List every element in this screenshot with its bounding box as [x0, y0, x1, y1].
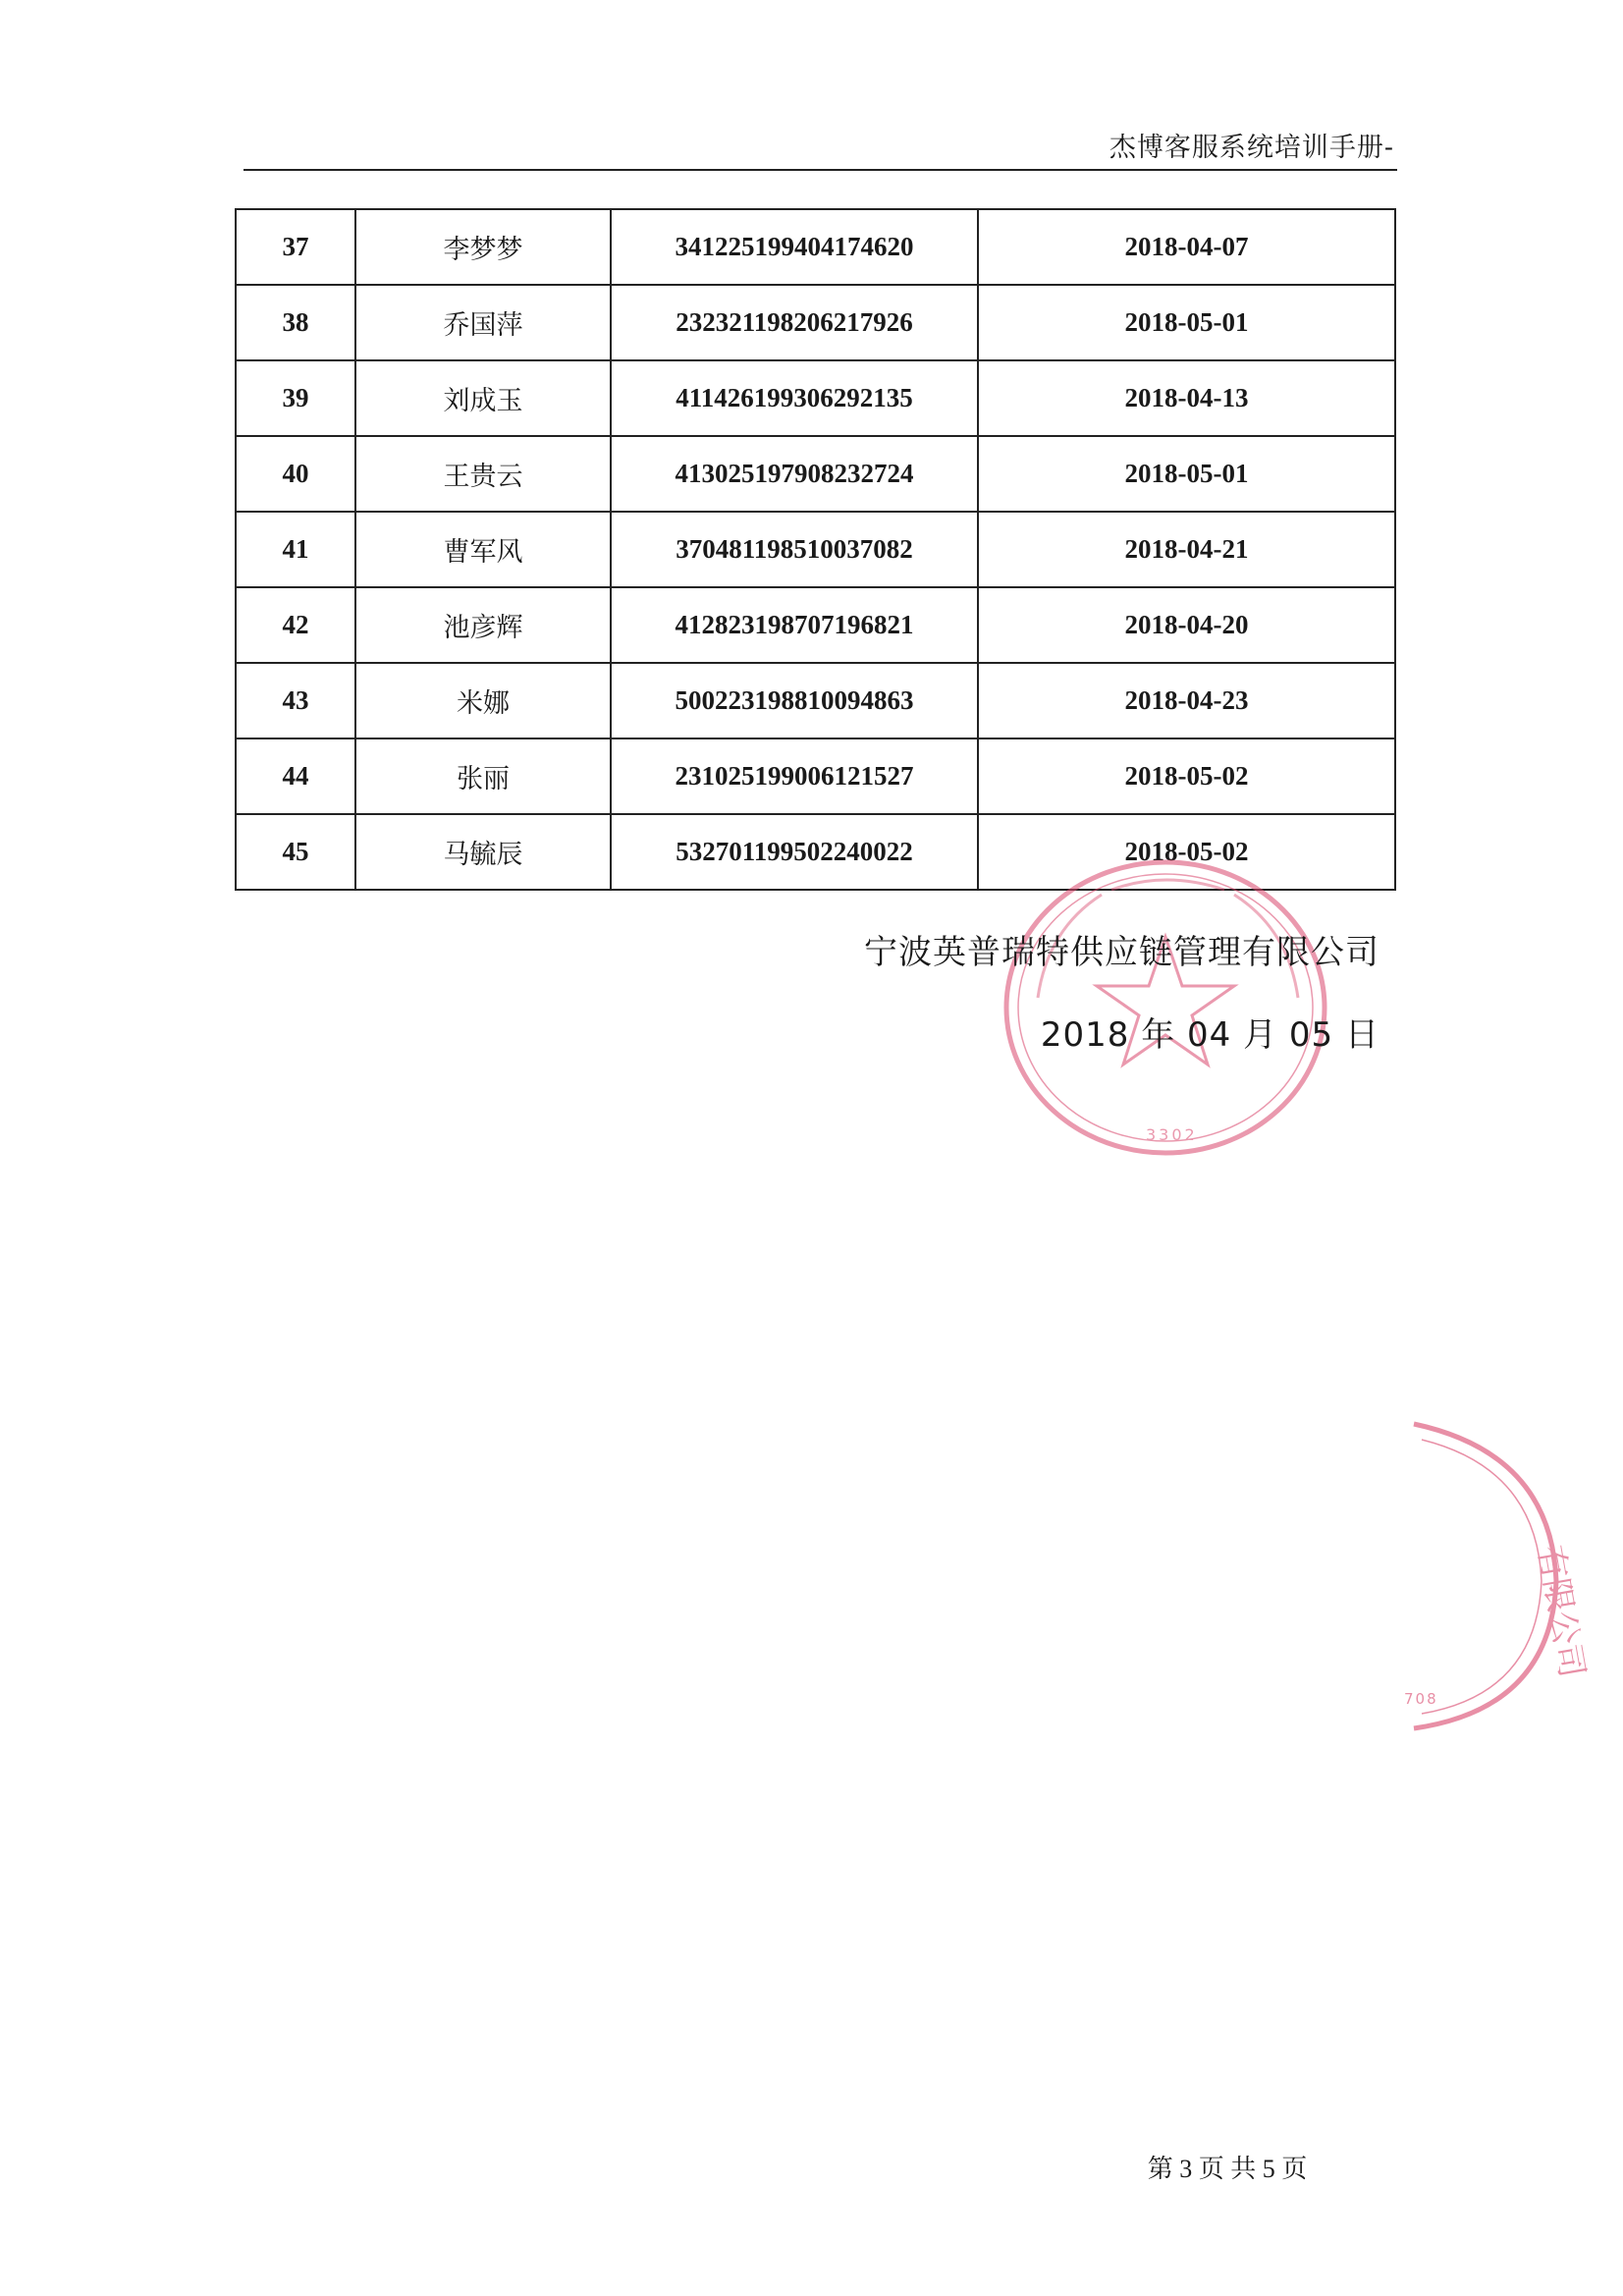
date-cell: 2018-05-02: [978, 738, 1395, 814]
id-number: 412823198707196821: [611, 587, 978, 663]
row-number: 38: [236, 285, 355, 360]
roster-table: [235, 208, 1396, 891]
seal-edge-number: 708: [1404, 1690, 1438, 1708]
person-name: 王贵云: [355, 436, 611, 512]
company-name: 宁波英普瑞特供应链管理有限公司: [864, 933, 1380, 972]
table-row: [236, 738, 1395, 814]
date-cell: 2018-04-07: [978, 209, 1395, 285]
id-number: 370481198510037082: [611, 512, 978, 587]
id-number: 411426199306292135: [611, 360, 978, 436]
date-cell: 2018-05-02: [978, 814, 1395, 890]
row-number: 37: [236, 209, 355, 285]
signature-date: 2018 年 04 月 05 日: [1040, 1015, 1380, 1055]
table-row: [236, 663, 1395, 738]
id-number: 532701199502240022: [611, 814, 978, 890]
row-number: 44: [236, 738, 355, 814]
person-name: 曹军风: [355, 512, 611, 587]
row-number: 41: [236, 512, 355, 587]
row-number: 39: [236, 360, 355, 436]
row-number: 45: [236, 814, 355, 890]
table-row: [236, 512, 1395, 587]
document-header-title: 杰博客服系统培训手册-: [1109, 133, 1394, 163]
date-cell: 2018-04-21: [978, 512, 1395, 587]
seal-edge-text: 有限公司: [1530, 1542, 1593, 1681]
person-name: 李梦梦: [355, 209, 611, 285]
date-cell: 2018-05-01: [978, 436, 1395, 512]
date-cell: 2018-04-13: [978, 360, 1395, 436]
person-name: 乔国萍: [355, 285, 611, 360]
person-name: 刘成玉: [355, 360, 611, 436]
person-name: 张丽: [355, 738, 611, 814]
seal-number: 3302: [1146, 1125, 1198, 1144]
table-row: [236, 360, 1395, 436]
person-name: 米娜: [355, 663, 611, 738]
date-cell: 2018-04-23: [978, 663, 1395, 738]
page-number: 第 3 页 共 5 页: [1147, 2155, 1308, 2183]
date-cell: 2018-05-01: [978, 285, 1395, 360]
table-row: [236, 209, 1395, 285]
partial-seal-icon: [1394, 1414, 1593, 1738]
date-cell: 2018-04-20: [978, 587, 1395, 663]
id-number: 341225199404174620: [611, 209, 978, 285]
id-number: 413025197908232724: [611, 436, 978, 512]
row-number: 40: [236, 436, 355, 512]
row-number: 42: [236, 587, 355, 663]
table-row: [236, 587, 1395, 663]
id-number: 232321198206217926: [611, 285, 978, 360]
header-divider: [243, 169, 1397, 171]
id-number: 231025199006121527: [611, 738, 978, 814]
table-row: [236, 436, 1395, 512]
table-row: [236, 285, 1395, 360]
person-name: 池彦辉: [355, 587, 611, 663]
row-number: 43: [236, 663, 355, 738]
id-number: 500223198810094863: [611, 663, 978, 738]
person-name: 马毓辰: [355, 814, 611, 890]
